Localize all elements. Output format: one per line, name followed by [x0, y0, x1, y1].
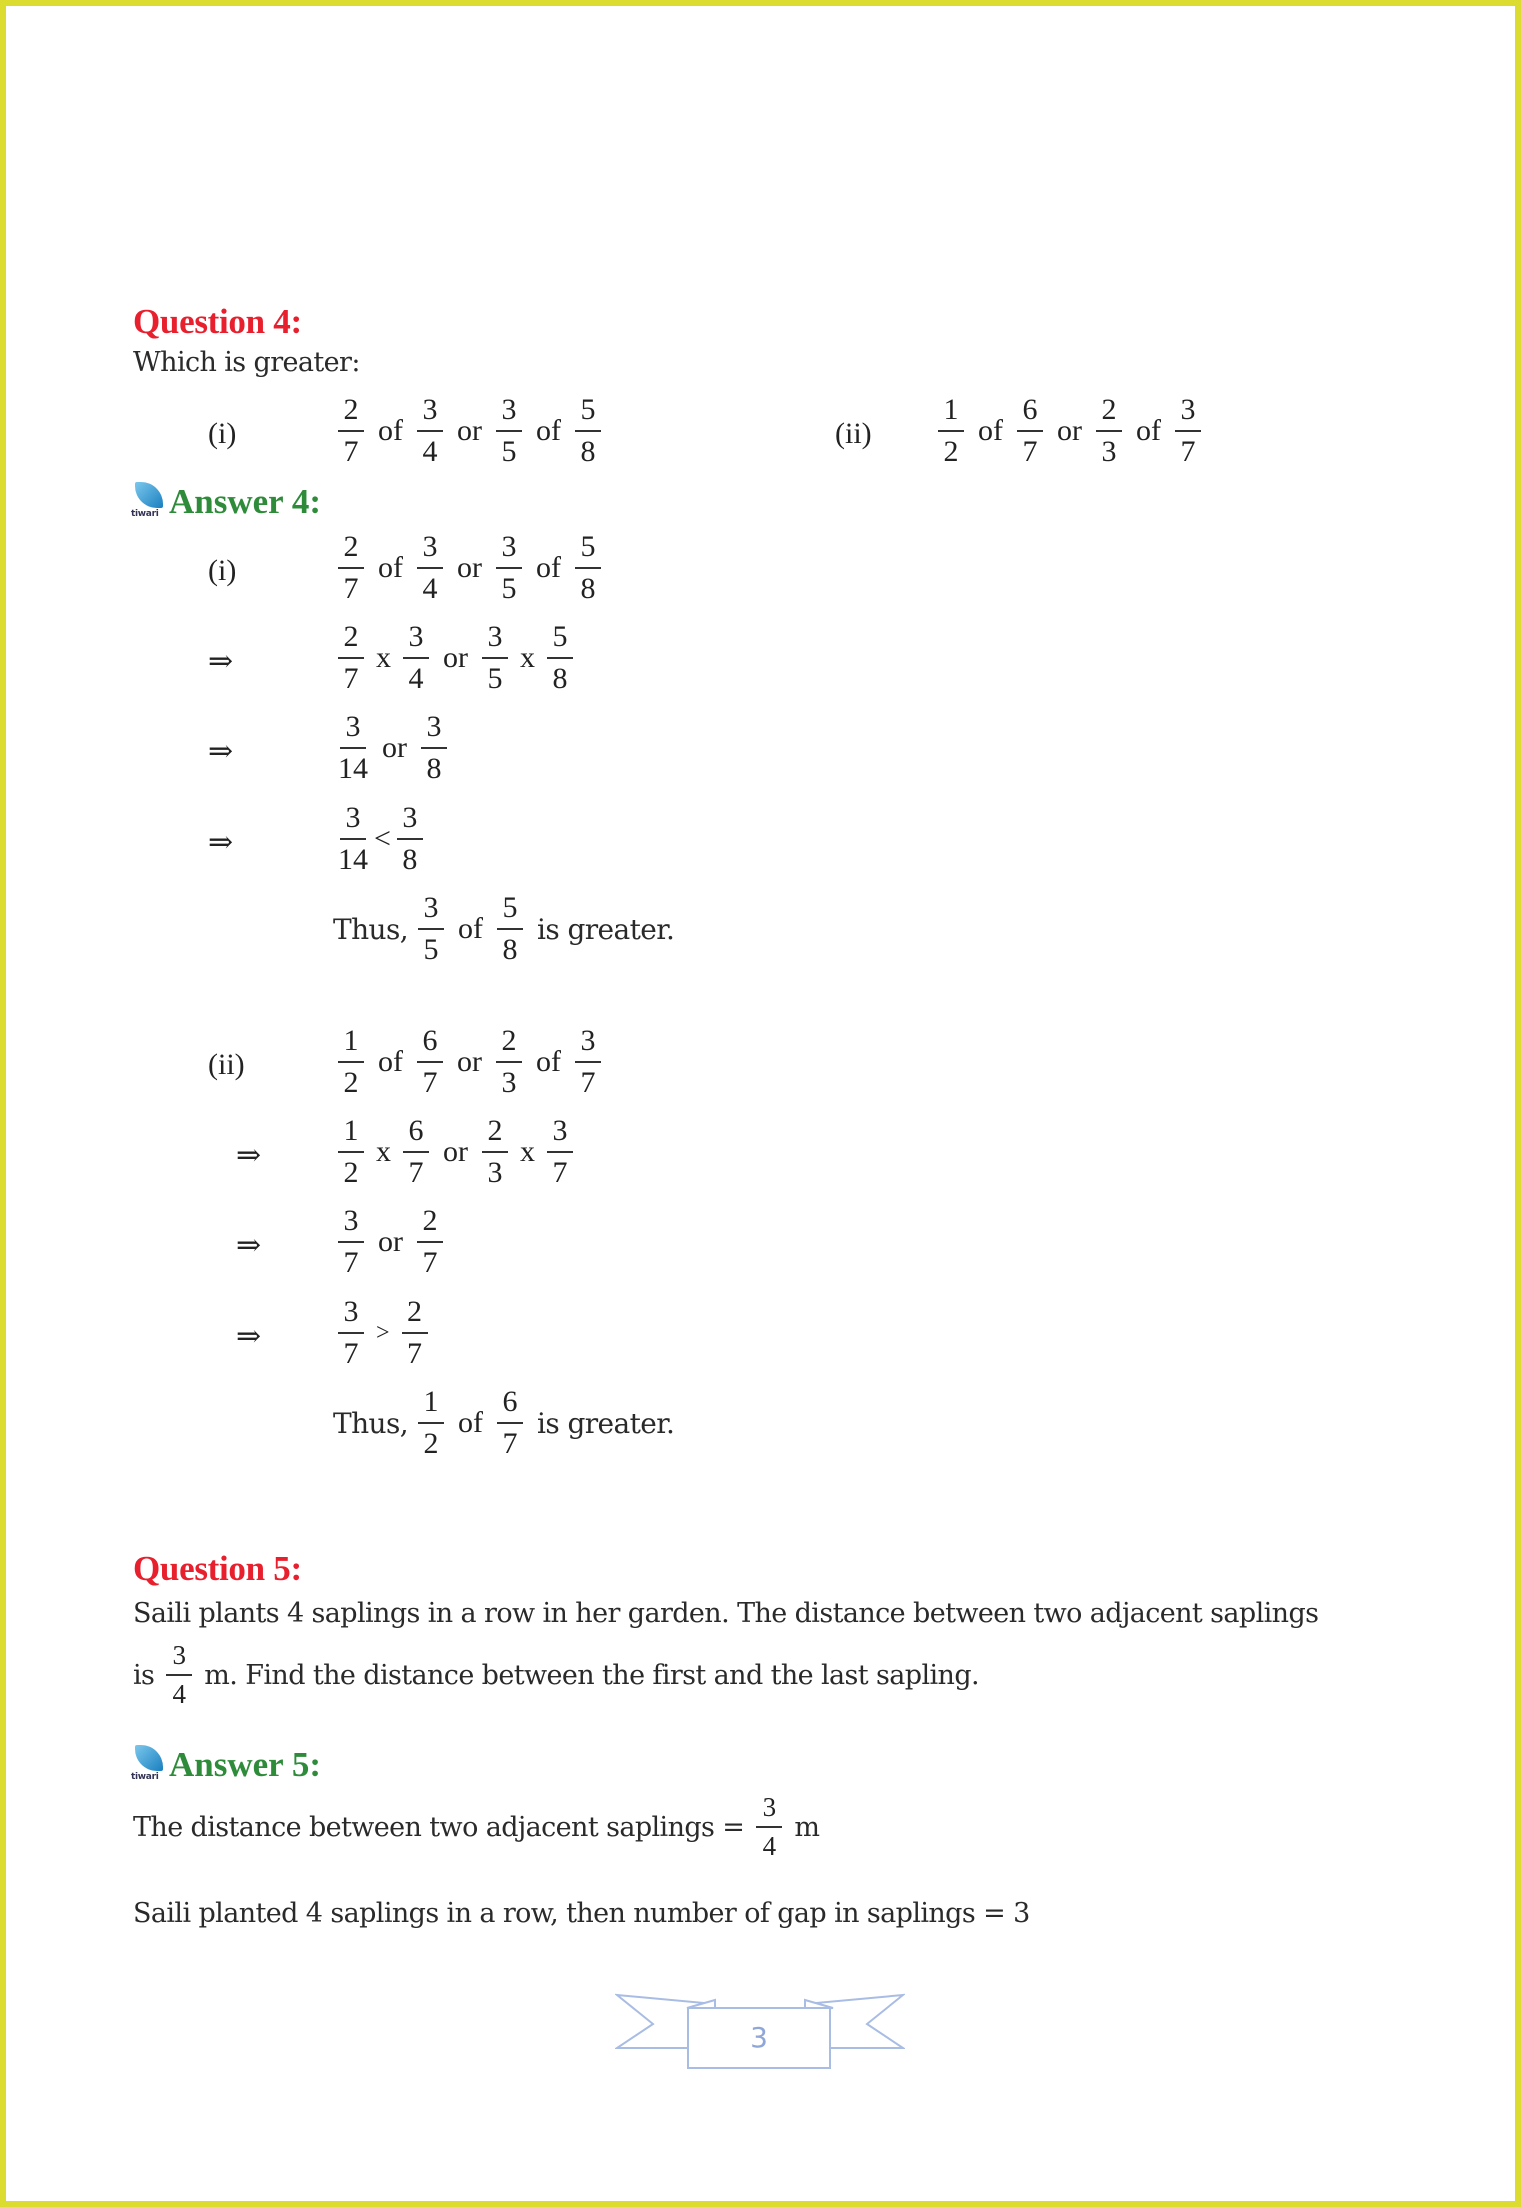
word-of: of: [536, 414, 561, 447]
fraction: $\frac{2}{3}$: [482, 1116, 508, 1188]
fraction: $\frac{2}{7}$: [338, 532, 364, 604]
a4-ii-step-1: [334, 1026, 605, 1098]
answer-4-title: Answer 4:: [169, 482, 321, 521]
fraction: $\frac{3}{8}$: [421, 712, 447, 784]
word: of: [458, 1406, 484, 1439]
answer-4-heading: [131, 482, 321, 522]
fraction: $\frac{1}{2}$: [418, 1387, 444, 1459]
implies-arrow-icon: ⇒: [236, 1228, 262, 1263]
answer-5-line-1: [133, 1794, 819, 1860]
question-5-line-2: [133, 1642, 979, 1708]
fraction: $\frac{3}{5}$: [496, 532, 522, 604]
tiwari-leaf-logo-icon: tiwari: [131, 482, 165, 522]
fraction: $\frac{3}{4}$: [756, 1794, 782, 1860]
fraction: $\frac{6}{7}$: [417, 1026, 443, 1098]
question-4-heading: Question 4:: [133, 302, 302, 341]
q4-part-ii-label: (ii): [835, 417, 872, 450]
answer-5-line-2: Saili planted 4 saplings in a row, then number of gap in saplings = 3: [133, 1898, 1030, 1929]
question-5-heading: Question 5:: [133, 1549, 302, 1588]
word-of: of: [378, 414, 403, 447]
a4-ii-step-2: [334, 1116, 577, 1188]
fraction: $\frac{3}{5}$: [418, 893, 444, 965]
conclusion-suffix: is greater.: [537, 1406, 675, 1440]
fraction: $\frac{3}{7}$: [338, 1297, 364, 1369]
answer-5-heading: [131, 1745, 321, 1785]
fraction: $\frac{3}{14}$: [338, 801, 368, 876]
fraction: $\frac{2}{7}$: [402, 1297, 428, 1369]
fraction: $\frac{1}{2}$: [938, 395, 964, 467]
q4-part-i-label: (i): [208, 417, 237, 450]
fraction: $\frac{5}{8}$: [497, 893, 523, 965]
word: of: [536, 551, 561, 584]
fraction: $\frac{2}{7}$: [417, 1206, 443, 1278]
fraction: $\frac{3}{7}$: [575, 1026, 601, 1098]
a4-ii-step-3: [334, 1206, 447, 1278]
answer-5-title: Answer 5:: [169, 1745, 321, 1784]
operator: x: [520, 1135, 535, 1168]
fraction: $\frac{1}{2}$: [338, 1116, 364, 1188]
fraction: $\frac{2}{7}$: [338, 622, 364, 694]
q4-part-i-expression: [334, 395, 605, 467]
word: or: [443, 641, 468, 674]
fraction: $\frac{3}{7}$: [1175, 395, 1201, 467]
text: is: [133, 1659, 155, 1691]
q4-part-ii-expression: [934, 395, 1205, 467]
fraction: $\frac{6}{7}$: [403, 1116, 429, 1188]
tiwari-leaf-logo-icon: tiwari: [131, 1745, 165, 1785]
fraction: $\frac{3}{5}$: [482, 622, 508, 694]
a4-ii-conclusion: [333, 1387, 674, 1459]
implies-arrow-icon: ⇒: [208, 644, 234, 679]
a4-i-step-3: [334, 712, 451, 784]
word-or: or: [1057, 414, 1082, 447]
word: of: [378, 551, 403, 584]
text: m: [794, 1811, 820, 1843]
greater-than-operator: >: [376, 1319, 390, 1346]
word-of: of: [978, 414, 1003, 447]
word: or: [443, 1135, 468, 1168]
a4-i-step-4: [334, 803, 427, 875]
word: or: [457, 551, 482, 584]
fraction: $\frac{2}{7}$: [338, 395, 364, 467]
operator: x: [520, 641, 535, 674]
implies-arrow-icon: ⇒: [236, 1138, 262, 1173]
less-than-operator: <: [374, 822, 391, 855]
word: or: [378, 1225, 403, 1258]
fraction: $\frac{2}{3}$: [1096, 395, 1122, 467]
operator: x: [376, 1135, 391, 1168]
fraction: $\frac{5}{8}$: [575, 532, 601, 604]
word-of: of: [1136, 414, 1161, 447]
conclusion-suffix: is greater.: [537, 912, 675, 946]
operator: x: [376, 641, 391, 674]
word: or: [457, 1045, 482, 1078]
page-number: 3: [750, 2021, 768, 2054]
word: of: [378, 1045, 403, 1078]
fraction: $\frac{3}{7}$: [547, 1116, 573, 1188]
fraction: $\frac{3}{4}$: [417, 532, 443, 604]
word: of: [536, 1045, 561, 1078]
fraction: $\frac{6}{7}$: [1017, 395, 1043, 467]
word: or: [382, 731, 407, 764]
fraction: $\frac{2}{3}$: [496, 1026, 522, 1098]
fraction: $\frac{3}{4}$: [166, 1642, 192, 1708]
fraction: $\frac{6}{7}$: [497, 1387, 523, 1459]
fraction: $\frac{3}{4}$: [403, 622, 429, 694]
text: The distance between two adjacent saplings =: [133, 1811, 745, 1843]
a4-i-conclusion: [333, 893, 674, 965]
fraction: $\frac{5}{8}$: [547, 622, 573, 694]
implies-arrow-icon: ⇒: [208, 825, 234, 860]
a4-i-step-2: [334, 622, 577, 694]
fraction: $\frac{3}{7}$: [338, 1206, 364, 1278]
question-5-line-1: Saili plants 4 saplings in a row in her garden. The distance between two adjacent saplings: [133, 1598, 1319, 1629]
fraction: $\frac{3}{8}$: [397, 803, 423, 875]
a4-i-step-1: [334, 532, 605, 604]
a4-part-ii-label: (ii): [208, 1048, 245, 1081]
conclusion-prefix: Thus,: [333, 912, 409, 946]
question-4-prompt: Which is greater:: [133, 347, 360, 378]
word-or: or: [457, 414, 482, 447]
implies-arrow-icon: ⇒: [236, 1319, 262, 1354]
conclusion-prefix: Thus,: [333, 1406, 409, 1440]
implies-arrow-icon: ⇒: [208, 734, 234, 769]
fraction: $\frac{1}{2}$: [338, 1026, 364, 1098]
word: of: [458, 912, 484, 945]
fraction: $\frac{3}{14}$: [338, 710, 368, 785]
a4-part-i-label: (i): [208, 554, 237, 587]
fraction: $\frac{3}{5}$: [496, 395, 522, 467]
text: m. Find the distance between the first and the last sapling.: [204, 1659, 979, 1691]
fraction: $\frac{3}{4}$: [417, 395, 443, 467]
a4-ii-step-4: [334, 1297, 432, 1369]
fraction: $\frac{5}{8}$: [575, 395, 601, 467]
